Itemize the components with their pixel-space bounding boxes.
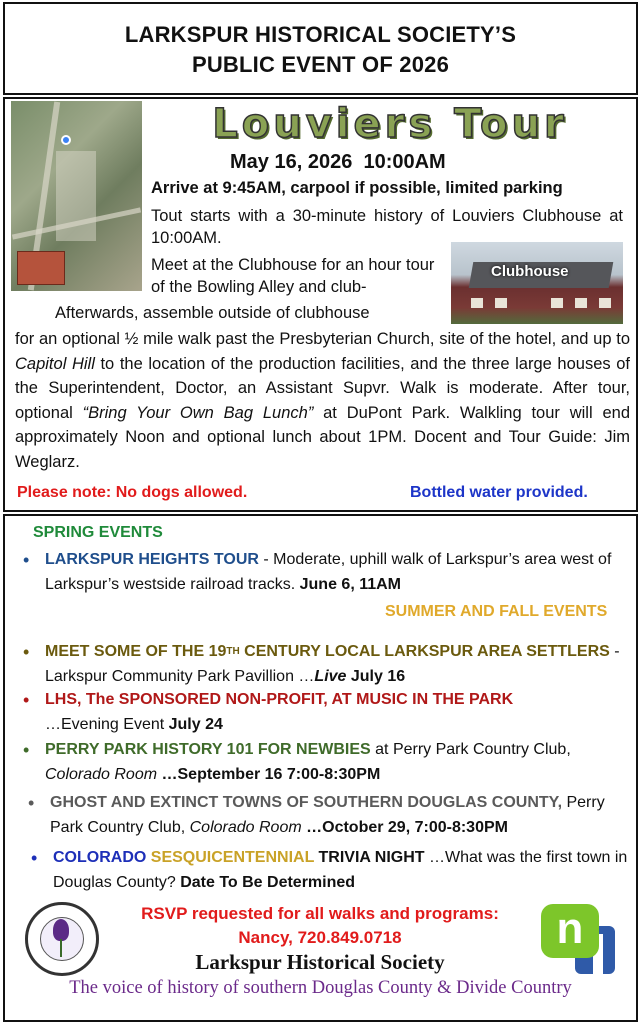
bullet-icon: • [23,740,30,760]
bullet-icon: • [28,793,35,813]
tour-paragraph-3: Afterwards, assemble outside of clubhouse [55,304,370,322]
nextdoor-icon: n [541,904,599,958]
tour-section [3,97,638,512]
arrive-note: Arrive at 9:45AM, carpool if possible, limited parking [151,179,563,197]
spring-events-heading: SPRING EVENTS [33,524,163,541]
event-item-trivia-night: • COLORADO SESQUICENTENNIAL TRIVIA NIGHT …What was the first town in Douglas County? Date To Be Determined [31,848,628,891]
location-pin-icon [61,135,71,145]
events-section [3,514,638,1022]
tour-paragraph-1: Tout starts with a 30-minute history of Louviers Clubhouse at 10:00AM. [151,207,623,247]
historic-sign-image [17,251,65,285]
bottled-water-note: Bottled water provided. [410,484,588,501]
no-dogs-note: Please note: No dogs allowed. [17,484,248,501]
event-item-larkspur-heights: • LARKSPUR HEIGHTS TOUR - Moderate, uphill walk of Larkspur’s area west of Larkspur’s westside railroad tracks. June 6, 11AM [23,550,612,593]
tour-paragraph-4: for an optional ½ mile walk past the Presbyterian Church, site of the hotel, and up to Capitol Hill to the location of the production facilities, and the three large houses of the Superintendent, Doctor, an Assistant Supvr. Walk is moderate. After tour, optional “Bring Your Own Bag Lunch” at DuPont Park. Walkling tour will end approximately Noon and optional lunch about 1PM. Docent and Tour Guide: Jim Weglarz. [15,330,630,471]
clubhouse-photo [451,242,623,324]
header-box [3,2,638,95]
tour-date-time [230,151,446,174]
event-item-ghost-towns: • GHOST AND EXTINCT TOWNS OF SOUTHERN DOUGLAS COUNTY, Perry Park Country Club, Colorado Room …October 29, 7:00-8:30PM [28,793,605,836]
header-title-line2: PUBLIC EVENT OF 2026 [191,52,450,77]
bullet-icon: • [23,550,30,570]
header-title-line1: LARKSPUR HISTORICAL SOCIETY’S [124,22,517,47]
event-item-music-in-park: • LHS, The SPONSORED NON-PROFIT, AT MUSIC IN THE PARK …Evening Event July 24 [23,690,514,733]
tour-time: 10:00AM [363,151,446,173]
rsvp-note: RSVP requested for all walks and programs: Nancy, 720.849.0718 [105,902,535,950]
bullet-icon: • [31,848,38,868]
event-item-settlers: • MEET SOME OF THE 19TH CENTURY LOCAL LARKSPUR AREA SETTLERS - Larkspur Community Park Pavillion …Live July 16 [23,642,620,685]
tagline: The voice of history of southern Douglas County & Divide Country [69,978,572,998]
bullet-icon: • [23,690,30,710]
louviers-aerial-map-image [11,101,142,291]
capitol-hill-text: Capitol Hill [15,354,95,373]
rsvp-contact: Nancy, 720.849.0718 [238,928,402,947]
tour-title: Louviers Tour [212,101,568,147]
historical-society-seal-logo [25,902,99,976]
bullet-icon: • [23,642,30,662]
larkspur-flower-icon [53,919,69,941]
summer-fall-events-heading: SUMMER AND FALL EVENTS [385,603,608,620]
nextdoor-facebook-logo [541,904,617,976]
tour-date: May 16, 2026 [230,151,353,173]
clubhouse-label: Clubhouse [491,263,569,280]
bag-lunch-text: “Bring Your Own Bag Lunch” [82,403,314,422]
event-item-perry-park-history: • PERRY PARK HISTORY 101 FOR NEWBIES at Perry Park Country Club, Colorado Room …September 16 7:00-8:30PM [23,740,571,783]
tour-paragraph-2: Meet at the Clubhouse for an hour tour of the Bowling Alley and club- [151,256,435,296]
organization-name: Larkspur Historical Society [195,950,445,974]
